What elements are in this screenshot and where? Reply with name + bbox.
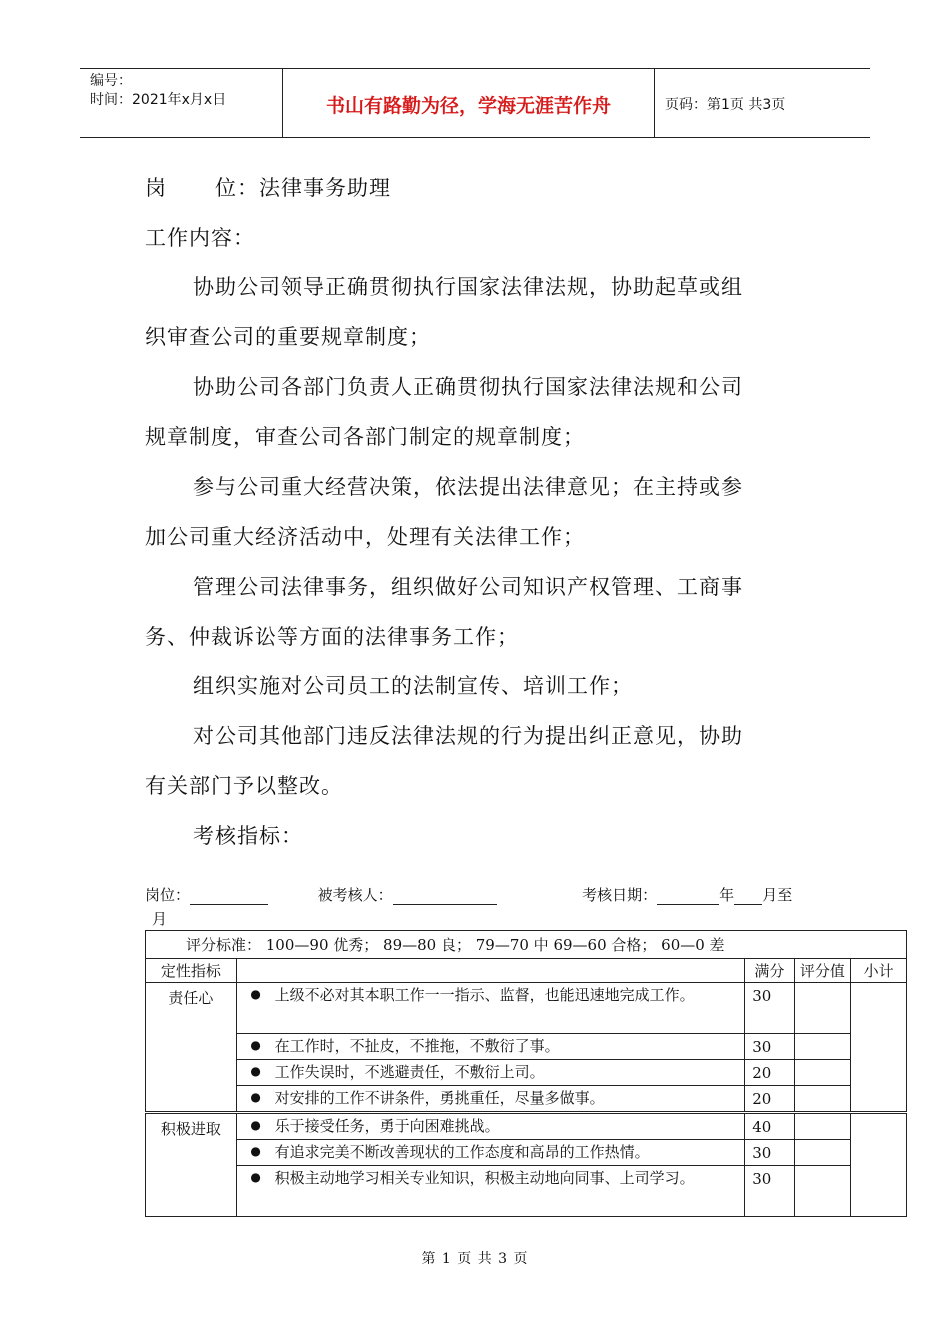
group-name: 责任心 — [146, 983, 237, 1113]
bullet-icon: ● — [250, 1064, 261, 1078]
assess-label: 考核指标： — [193, 824, 303, 848]
item-score: 30 — [745, 983, 794, 1034]
table-row — [146, 983, 907, 1034]
duty-line: 务、仲裁诉讼等方面的法律事务工作； — [145, 625, 519, 649]
scoring-standard: 评分标准： 100—90 优秀； 89—80 良； 79—70 中 69—60 合格； 60—0 差 — [146, 931, 907, 959]
table-row — [146, 1086, 907, 1113]
duty-line: 管理公司法律事务，组织做好公司知识产权管理、工商事 — [193, 575, 743, 599]
rating-cell[interactable] — [794, 1060, 851, 1086]
table-row — [146, 1113, 907, 1140]
item-text: 有追求完美不断改善现状的工作态度和高昂的工作热情。 — [274, 1143, 650, 1161]
item-score: 30 — [745, 1034, 794, 1060]
header-blank — [236, 959, 745, 983]
header-indicator: 定性指标 — [146, 959, 237, 983]
table-row — [146, 1166, 907, 1217]
form-post-label: 岗位： — [145, 886, 191, 904]
table-row — [146, 1140, 907, 1166]
rating-cell[interactable] — [794, 1034, 851, 1060]
item-text: 积极主动地学习相关专业知识，积极主动地向同事、上司学习。 — [274, 1169, 695, 1187]
form-year-field[interactable] — [657, 889, 719, 905]
form-month-to-label: 月至 — [762, 886, 793, 904]
header-subtotal: 小计 — [851, 959, 907, 983]
duty-line: 规章制度，审查公司各部门制定的规章制度； — [145, 425, 585, 449]
duty-line: 协助公司领导正确贯彻执行国家法律法规，协助起草或组 — [193, 275, 743, 299]
duty-line: 有关部门予以整改。 — [145, 774, 343, 798]
form-examinee-label: 被考核人： — [317, 886, 393, 904]
header-motto: 书山有路勤为径，学海无涯苦作舟 — [283, 69, 655, 137]
form-month-field[interactable] — [734, 889, 762, 905]
form-examinee-field[interactable] — [393, 889, 497, 905]
group-name: 积极进取 — [146, 1113, 237, 1217]
rating-cell[interactable] — [794, 983, 851, 1034]
item-score: 30 — [745, 1140, 794, 1166]
item-score: 20 — [745, 1086, 794, 1113]
assessment-table — [145, 930, 907, 1217]
form-year-label: 年 — [719, 886, 735, 904]
header-rating: 评分值 — [794, 959, 851, 983]
post-line — [145, 172, 391, 202]
table-header-row — [146, 959, 907, 983]
assessment-form-row — [145, 884, 792, 905]
bullet-icon: ● — [250, 1144, 261, 1158]
item-text: 对安排的工作不讲条件，勇挑重任，尽量多做事。 — [274, 1089, 605, 1107]
rating-cell[interactable] — [794, 1086, 851, 1113]
bullet-icon: ● — [250, 1038, 261, 1052]
duty-line: 参与公司重大经营决策，依法提出法律意见；在主持或参 — [193, 475, 743, 499]
header-page-info: 页码：第1页 共3页 — [665, 97, 786, 113]
rating-cell[interactable] — [794, 1140, 851, 1166]
post-label-a: 岗 — [145, 176, 167, 200]
item-score: 30 — [745, 1166, 794, 1217]
subtotal-cell[interactable] — [851, 983, 907, 1113]
duty-line: 对公司其他部门违反法律法规的行为提出纠正意见，协助 — [193, 724, 743, 748]
rating-cell[interactable] — [794, 1166, 851, 1217]
item-text: 在工作时，不扯皮，不推拖，不敷衍了事。 — [274, 1037, 560, 1055]
item-text: 上级不必对其本职工作一一指示、监督，也能迅速地完成工作。 — [274, 986, 695, 1004]
post-label-b: 位：法律事务助理 — [215, 176, 391, 200]
duty-line: 组织实施对公司员工的法制宣传、培训工作； — [193, 674, 633, 698]
bullet-icon: ● — [250, 987, 261, 1001]
subtotal-cell[interactable] — [851, 1113, 907, 1217]
page-header — [80, 68, 870, 138]
duty-line: 协助公司各部门负责人正确贯彻执行国家法律法规和公司 — [193, 375, 743, 399]
bullet-icon: ● — [250, 1118, 261, 1132]
table-row — [146, 1034, 907, 1060]
header-meta — [80, 69, 283, 137]
header-date: 时间：2021年x月x日 — [90, 92, 227, 108]
header-full-score: 满分 — [745, 959, 794, 983]
header-number: 编号： — [90, 73, 132, 89]
form-month-label: 月 — [152, 910, 168, 928]
rating-cell[interactable] — [794, 1113, 851, 1140]
page-footer: 第 1 页 共 3 页 — [421, 1251, 529, 1267]
item-score: 20 — [745, 1060, 794, 1086]
duty-line: 织审查公司的重要规章制度； — [145, 325, 431, 349]
item-score: 40 — [745, 1113, 794, 1140]
form-date-label: 考核日期： — [582, 886, 658, 904]
duty-line: 加公司重大经济活动中，处理有关法律工作； — [145, 525, 585, 549]
item-text: 工作失误时，不逃避责任，不敷衍上司。 — [274, 1063, 545, 1081]
item-text: 乐于接受任务，勇于向困难挑战。 — [274, 1117, 500, 1135]
form-post-field[interactable] — [190, 889, 268, 905]
bullet-icon: ● — [250, 1170, 261, 1184]
content-label: 工作内容： — [145, 226, 255, 250]
bullet-icon: ● — [250, 1090, 261, 1104]
table-row — [146, 1060, 907, 1086]
